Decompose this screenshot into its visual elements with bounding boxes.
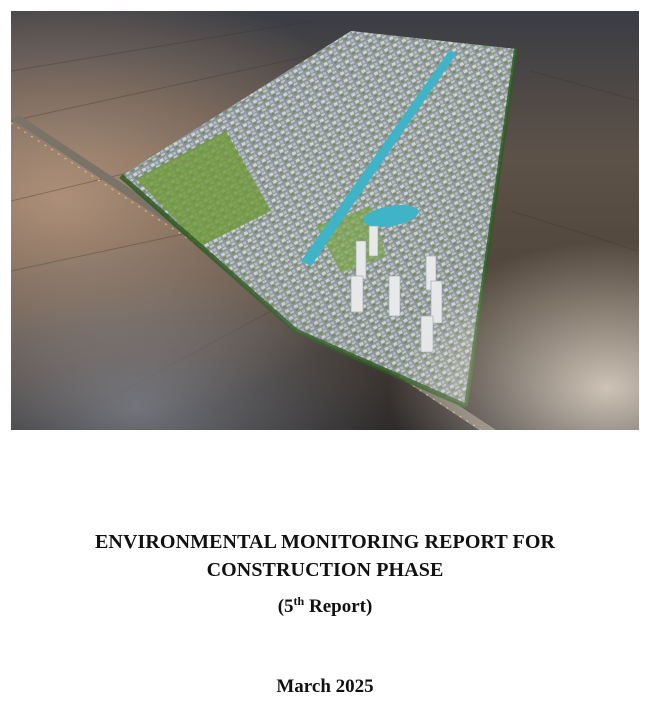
report-title-line-2: CONSTRUCTION PHASE — [206, 559, 444, 581]
report-title-line-1: ENVIRONMENTAL MONITORING REPORT FOR — [94, 531, 556, 553]
aerial-city-masterplan-image — [11, 11, 639, 430]
report-number-ordinal: th — [293, 594, 305, 608]
report-date: March 2025 — [276, 676, 374, 697]
report-number-close: Report) — [304, 596, 373, 617]
report-number-open: (5 — [277, 596, 294, 617]
report-number — [0, 594, 650, 620]
report-title — [0, 528, 650, 584]
